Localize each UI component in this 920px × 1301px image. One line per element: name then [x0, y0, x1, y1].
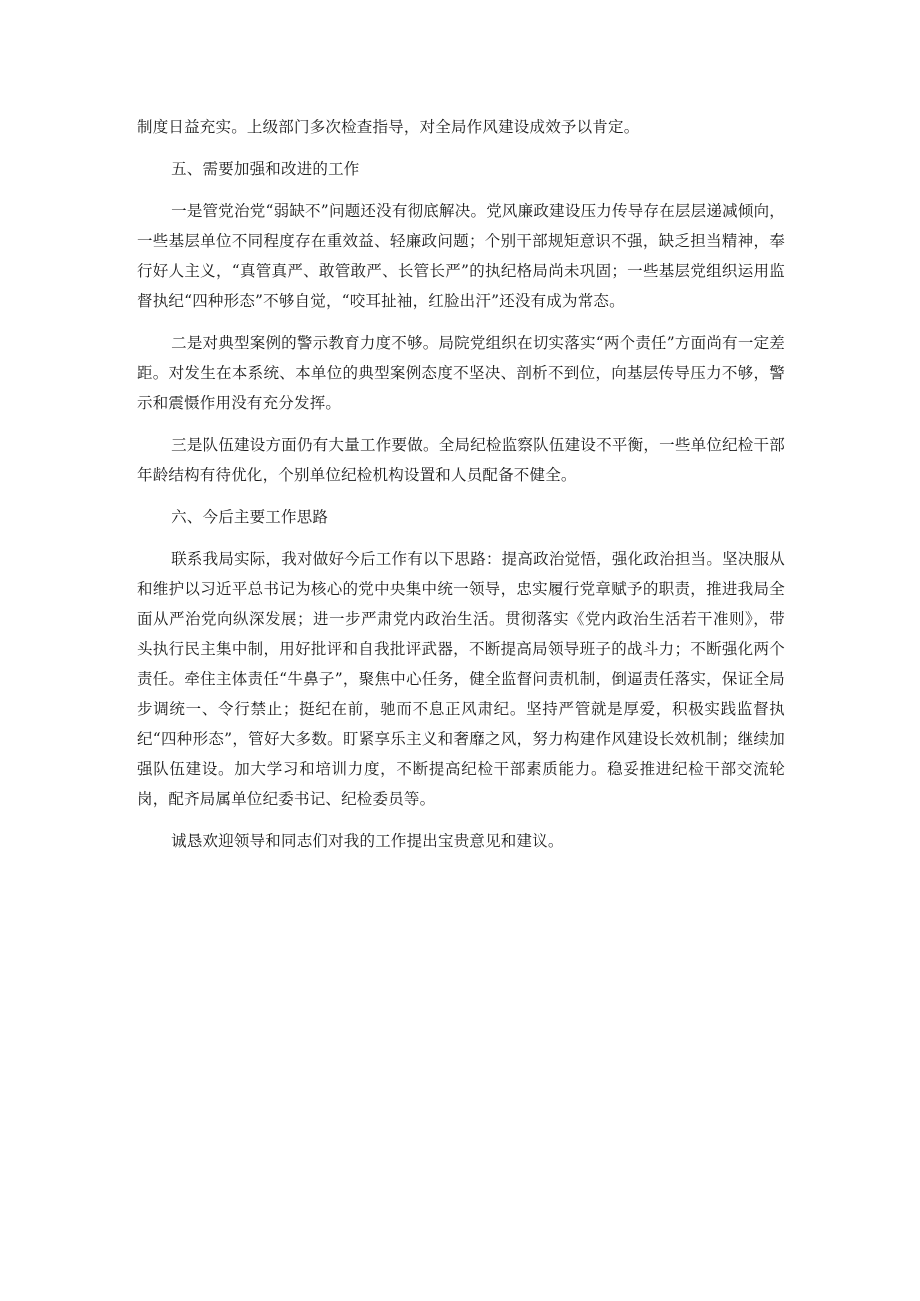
- paragraph-issue-two: 二是对典型案例的警示教育力度不够。局院党组织在切实落实“两个责任”方面尚有一定差距。对发生在本系统、本单位的典型案例态度不坚决、剖析不到位，向基层传导压力不够，警示和震慑作用没有充分发挥。: [137, 334, 785, 412]
- paragraph-closing: 诚恳欢迎领导和同志们对我的工作提出宝贵意见和建议。: [171, 832, 564, 850]
- section-heading-five: 五、需要加强和改进的工作: [171, 160, 360, 178]
- paragraph-continuation: 制度日益充实。上级部门多次检查指导，对全局作风建设成效予以肯定。: [137, 118, 640, 136]
- paragraph-issue-one: 一是管党治党“弱缺不”问题还没有彻底解决。党风廉政建设压力传导存在层层递减倾向，一些基层单位不同程度存在重效益、轻廉政问题；个别干部规矩意识不强，缺乏担当精神，奉行好人主义，“真管真严、敢管敢严、长管长严”的执纪格局尚未巩固；一些基层党组织运用监督执纪“四种形态”不够自觉，“咬耳扯袖，红脸出汗”还没有成为常态。: [137, 202, 785, 310]
- paragraph-issue-three: 三是队伍建设方面仍有大量工作要做。全局纪检监察队伍建设不平衡，一些单位纪检干部年龄结构有待优化，个别单位纪检机构设置和人员配备不健全。: [137, 436, 785, 484]
- document-body: [137, 112, 785, 868]
- paragraph-work-plan: 联系我局实际，我对做好今后工作有以下思路：提高政治觉悟，强化政治担当。坚决服从和维护以习近平总书记为核心的党中央集中统一领导，忠实履行党章赋予的职责，推进我局全面从严治党向纵深发展；进一步严肃党内政治生活。贯彻落实《党内政治生活若干准则》，带头执行民主集中制，用好批评和自我批评武器，不断提高局领导班子的战斗力；不断强化两个责任。牵住主体责任“牛鼻子”，聚焦中心任务，健全监督问责机制，倒逼责任落实，保证全局步调统一、令行禁止；挺纪在前，驰而不息正风肃纪。坚持严管就是厚爱，积极实践监督执纪“四种形态”，管好大多数。盯紧享乐主义和奢靡之风，努力构建作风建设长效机制；继续加强队伍建设。加大学习和培训力度，不断提高纪检干部素质能力。稳妥推进纪检干部交流轮岗，配齐局属单位纪委书记、纪检委员等。: [137, 550, 785, 808]
- section-heading-six: 六、今后主要工作思路: [171, 508, 329, 526]
